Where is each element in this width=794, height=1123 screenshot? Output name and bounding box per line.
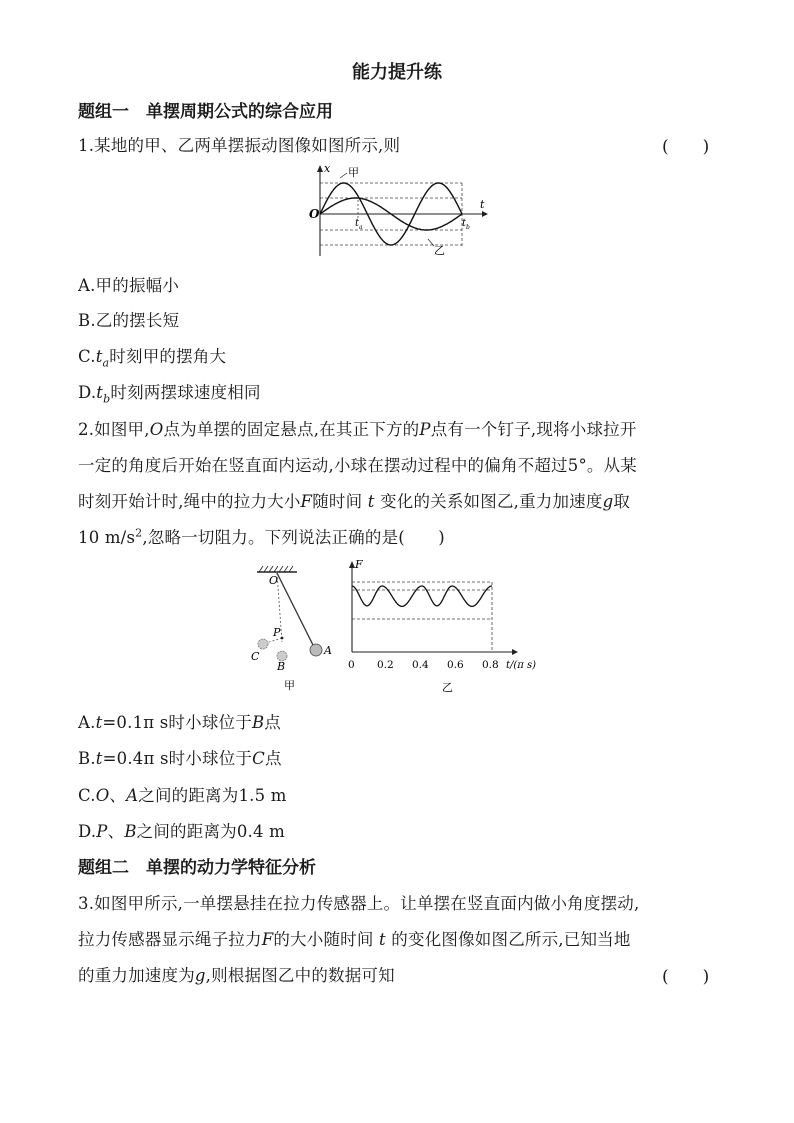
x-axis-label: x — [324, 162, 331, 175]
q2-line2: 一定的角度后开始在竖直面内运动,小球在摆动过程中的偏角不超过5°。从某 — [78, 456, 637, 475]
q2-option-d: D.P、B之间的距离为0.4 m — [78, 822, 285, 841]
q1-oscillation-figure — [300, 160, 500, 260]
q2-option-b: B.t=0.4π s时小球位于C点 — [78, 749, 282, 768]
ball-a — [310, 644, 322, 656]
point-c-label: C — [251, 650, 260, 663]
q3-line3: 的重力加速度为g,则根据图乙中的数据可知 — [78, 966, 395, 985]
q2-pendulum-figure — [245, 562, 335, 692]
f-axis-label: F — [355, 558, 363, 571]
q1-stem: 1.某地的甲、乙两单摆振动图像如图所示,则 — [78, 136, 401, 155]
q2-tension-graph — [340, 556, 550, 696]
q2-line4: 10 $m/s^2$,忽略一切阻力。下列说法正确的是( ) — [78, 526, 445, 547]
nail-point — [281, 637, 284, 640]
fig-jia-caption: 甲 — [284, 679, 295, 692]
q3-line1: 3.如图甲所示,一单摆悬挂在拉力传感器上。让单摆在竖直面内做小角度摆动, — [78, 894, 640, 913]
q2-option-a: A.t=0.1π s时小球位于B点 — [78, 713, 281, 732]
q1-answer-paren: ( ) — [662, 137, 710, 157]
tb-label: t — [462, 218, 467, 229]
t-axis-label: t — [480, 198, 485, 211]
point-a-label: A — [324, 644, 332, 657]
tick-0.8: 0.8 — [482, 659, 499, 671]
group1-heading: 题组一 单摆周期公式的综合应用 — [78, 102, 333, 122]
tick-0.6: 0.6 — [447, 659, 464, 671]
ball-c — [258, 639, 268, 649]
label-yi: 乙 — [434, 244, 445, 257]
ta-sub: a — [359, 224, 363, 231]
tb-sub: b — [466, 224, 470, 231]
tick-0.2: 0.2 — [377, 659, 394, 671]
group2-heading: 题组二 单摆的动力学特征分析 — [78, 858, 316, 878]
ta-label: t — [355, 218, 360, 229]
tick-0.4: 0.4 — [412, 659, 429, 671]
point-b-label: B — [277, 660, 286, 673]
q1-option-a: A.甲的振幅小 — [78, 276, 180, 295]
q1-option-c: $C.t_a$时刻甲的摆角大 — [78, 347, 227, 370]
label-jia: 甲 — [348, 166, 359, 179]
q1-option-d: $D.t_b$时刻两摆球速度相同 — [78, 383, 261, 406]
q2-option-c: C.O、A之间的距离为1.5 m — [78, 786, 287, 805]
q2-line3: 时刻开始计时,绳中的拉力大小F随时间 t 变化的关系如图乙,重力加速度g取 — [78, 492, 631, 511]
fig-yi-caption: 乙 — [442, 681, 453, 694]
q2-line1: 2.如图甲,O点为单摆的固定悬点,在其正下方的P点有一个钉子,现将小球拉开 — [78, 420, 637, 439]
point-o-label: O — [269, 574, 279, 587]
q3-answer-paren: ( ) — [662, 967, 710, 987]
point-p-label: P — [273, 626, 281, 639]
origin-label: O — [309, 207, 320, 221]
page-title: 能力提升练 — [352, 62, 442, 83]
tick-0: 0 — [348, 659, 355, 671]
q3-line2: 拉力传感器显示绳子拉力F的大小随时间 t 的变化图像如图乙所示,已知当地 — [78, 930, 631, 949]
q1-option-b: B.乙的摆长短 — [78, 311, 180, 330]
t-axis-label: t/(π s) — [506, 660, 537, 671]
tension-curve — [352, 586, 492, 606]
